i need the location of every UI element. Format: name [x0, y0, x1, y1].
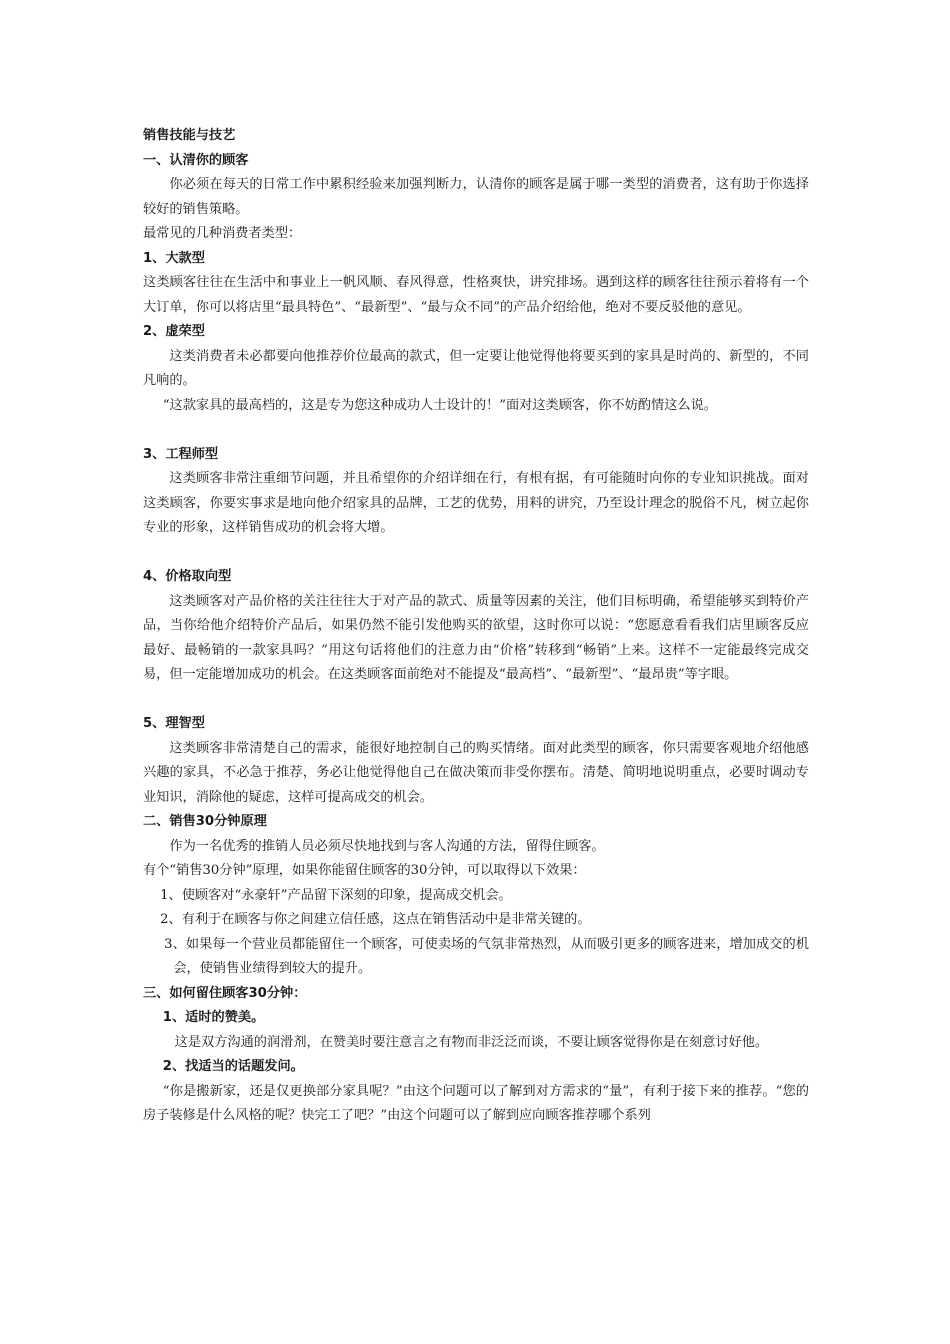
type3-text: 这类顾客非常注重细节问题，并且希望你的介绍详细在行，有根有据，有可能随时向你的专业知识挑战。面对这类顾客，你要实事求是地向他介绍家具的品牌，工艺的优势，用料的讲究，乃至设计理念的脱俗不凡，树立起你专业的形象，这样销售成功的机会将大增。 — [143, 471, 809, 535]
type2-text: 这类消费者未必都要向他推荐价位最高的款式，但一定要让他觉得他将要买到的家具是时尚的、新型的，不同凡响的。 — [143, 348, 809, 388]
tip2-heading: 2、找适当的话题发问。 — [162, 1059, 304, 1074]
type1-heading: 1、大款型 — [143, 250, 205, 266]
section2-principle: 有个“销售30分钟”原理，如果你能留住顾客的30分钟，可以取得以下效果： — [143, 863, 586, 878]
tip1-heading: 1、适时的赞美。 — [162, 1010, 265, 1025]
type3-heading: 3、工程师型 — [143, 446, 219, 462]
type5-text: 这类顾客非常清楚自己的需求，能很好地控制自己的购买情绪。面对此类型的顾客，你只需要客观地介绍他感兴趣的家具，不必急于推荐，务必让他觉得他自己在做决策而非受你摆布。清楚、简明地说明重点，必要时调动专业知识，消除他的疑虑，这样可提高成交的机会。 — [143, 740, 809, 805]
tip1-text: 这是双方沟通的润滑剂，在赞美时要注意言之有物而非泛泛而谈，不要让顾客觉得你是在刻意讨好他。 — [174, 1034, 769, 1050]
type1-text: 这类顾客往往在生活中和事业上一帆风顺、春风得意，性格爽快，讲究排场。遇到这样的顾客往往预示着将有一个大订单，你可以将店里“最具特色”、“最新型”、“最与众不同”的产品介绍给他，绝对不要反驳他的意见。 — [143, 275, 809, 315]
type4-text: 这类顾客对产品价格的关注往往大于对产品的款式、质量等因素的关注，他们目标明确，希望能够买到特价产品，当你给他介绍特价产品后，如果仍然不能引发他购买的欲望，这时你可以说：“您愿意看看我们店里顾客反应最好、最畅销的一款家具吗？”用这句话将他们的注意力由“价格”转移到“畅销”上来。这样不一定能最终完成交易，但一定能增加成功的机会。在这类顾客面前绝对不能提及“最高档”、“最新型”、“最昂贵”等字眼。 — [143, 593, 809, 682]
section2-intro: 作为一名优秀的推销人员必须尽快地找到与客人沟通的方法，留得住顾客。 — [169, 838, 605, 854]
type2-quote: “这款家具的最高档的，这是专为您这种成功人士设计的！”面对这类顾客，你不妨酌情这么说。 — [162, 397, 717, 413]
type4-heading: 4、价格取向型 — [143, 569, 232, 584]
effect-item-2: 2、有利于在顾客与你之间建立信任感，这点在销售活动中是非常关键的。 — [160, 912, 591, 927]
effect-item-3: 3、如果每一个营业员都能留住一个顾客，可使卖场的气氛非常热烈，从而吸引更多的顾客进来，增加成交的机会，使销售业绩得到较大的提升。 — [164, 936, 809, 976]
section3-heading: 三、如何留住顾客30分钟： — [143, 985, 307, 1001]
spacer — [143, 688, 809, 713]
tip2-text: “你是搬新家，还是仅更换部分家具呢？”由这个问题可以了解到对方需求的“量”，有利于接下来的推荐。“您的房子装修是什么风格的呢？快完工了吧？”由这个问题可以了解到应向顾客推荐哪个系列 — [143, 1083, 809, 1123]
section1-intro: 你必须在每天的日常工作中累积经验来加强判断力，认清你的顾客是属于哪一类型的消费者，这有助于你选择较好的销售策略。 — [143, 177, 809, 217]
types-label: 最常见的几种消费者类型： — [143, 226, 302, 241]
type5-heading: 5、理智型 — [143, 716, 205, 731]
effect-item-1: 1、使顾客对“永豪轩”产品留下深刻的印象，提高成交机会。 — [160, 887, 512, 903]
section2-heading: 二、销售30分钟原理 — [143, 814, 267, 829]
document-title: 销售技能与技艺 — [143, 128, 236, 143]
spacer — [143, 541, 809, 566]
spacer — [143, 418, 809, 443]
section1-heading: 一、认清你的顾客 — [143, 152, 249, 168]
document-body — [143, 124, 809, 1129]
type2-heading: 2、虚荣型 — [143, 324, 205, 339]
